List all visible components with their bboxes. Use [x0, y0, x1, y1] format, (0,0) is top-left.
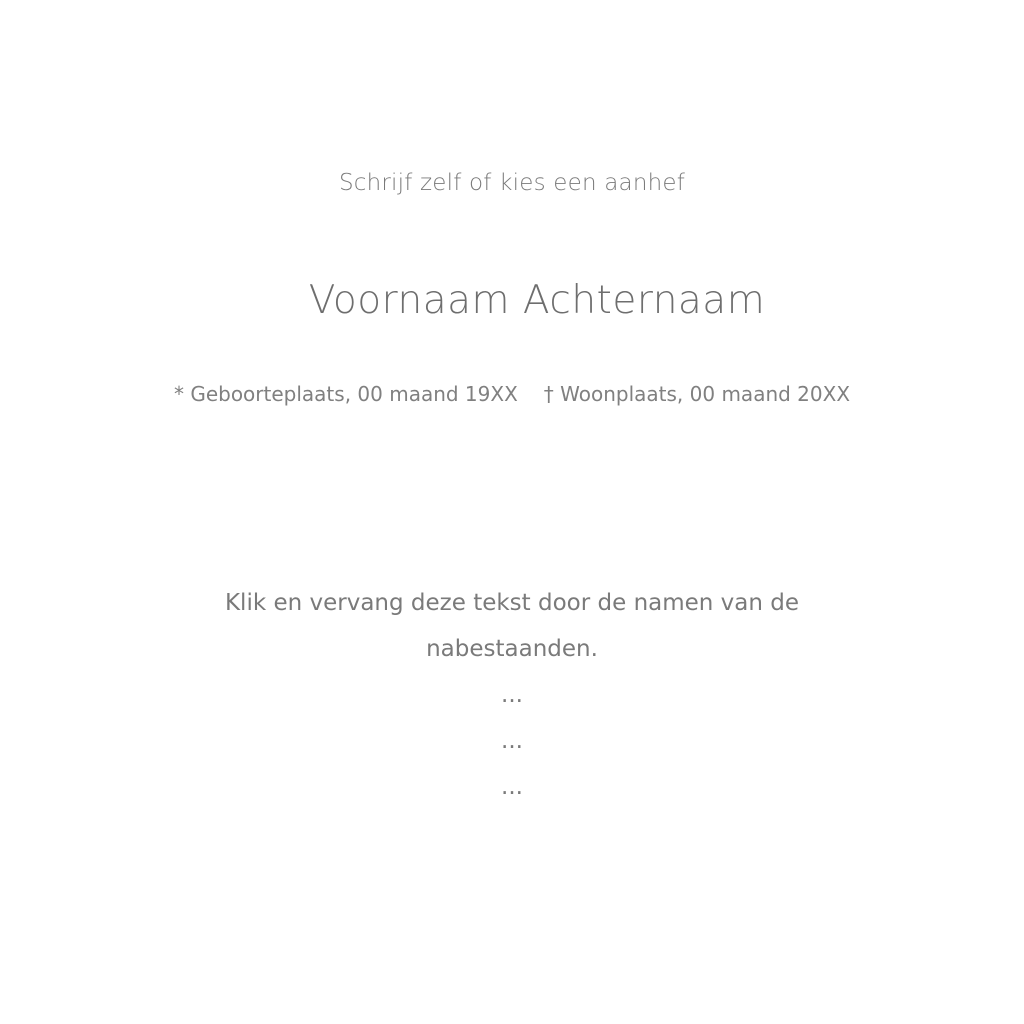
survivors-line: ...	[501, 728, 523, 754]
deceased-name[interactable]: Voornaam Achternaam	[308, 278, 766, 323]
birth-info[interactable]: * Geboorteplaats, 00 maand 19XX	[173, 382, 518, 406]
death-info[interactable]: † Woonplaats, 00 maand 20XX	[543, 382, 851, 406]
survivors-text[interactable]	[180, 580, 844, 810]
survivors-line: ...	[501, 774, 523, 800]
survivors-intro: Klik en vervang deze tekst door de namen van de nabestaanden.	[224, 590, 800, 662]
survivors-line: ...	[501, 682, 523, 708]
salutation-text[interactable]: Schrijf zelf of kies een aanhef	[338, 170, 686, 196]
dates-line	[0, 382, 1024, 406]
